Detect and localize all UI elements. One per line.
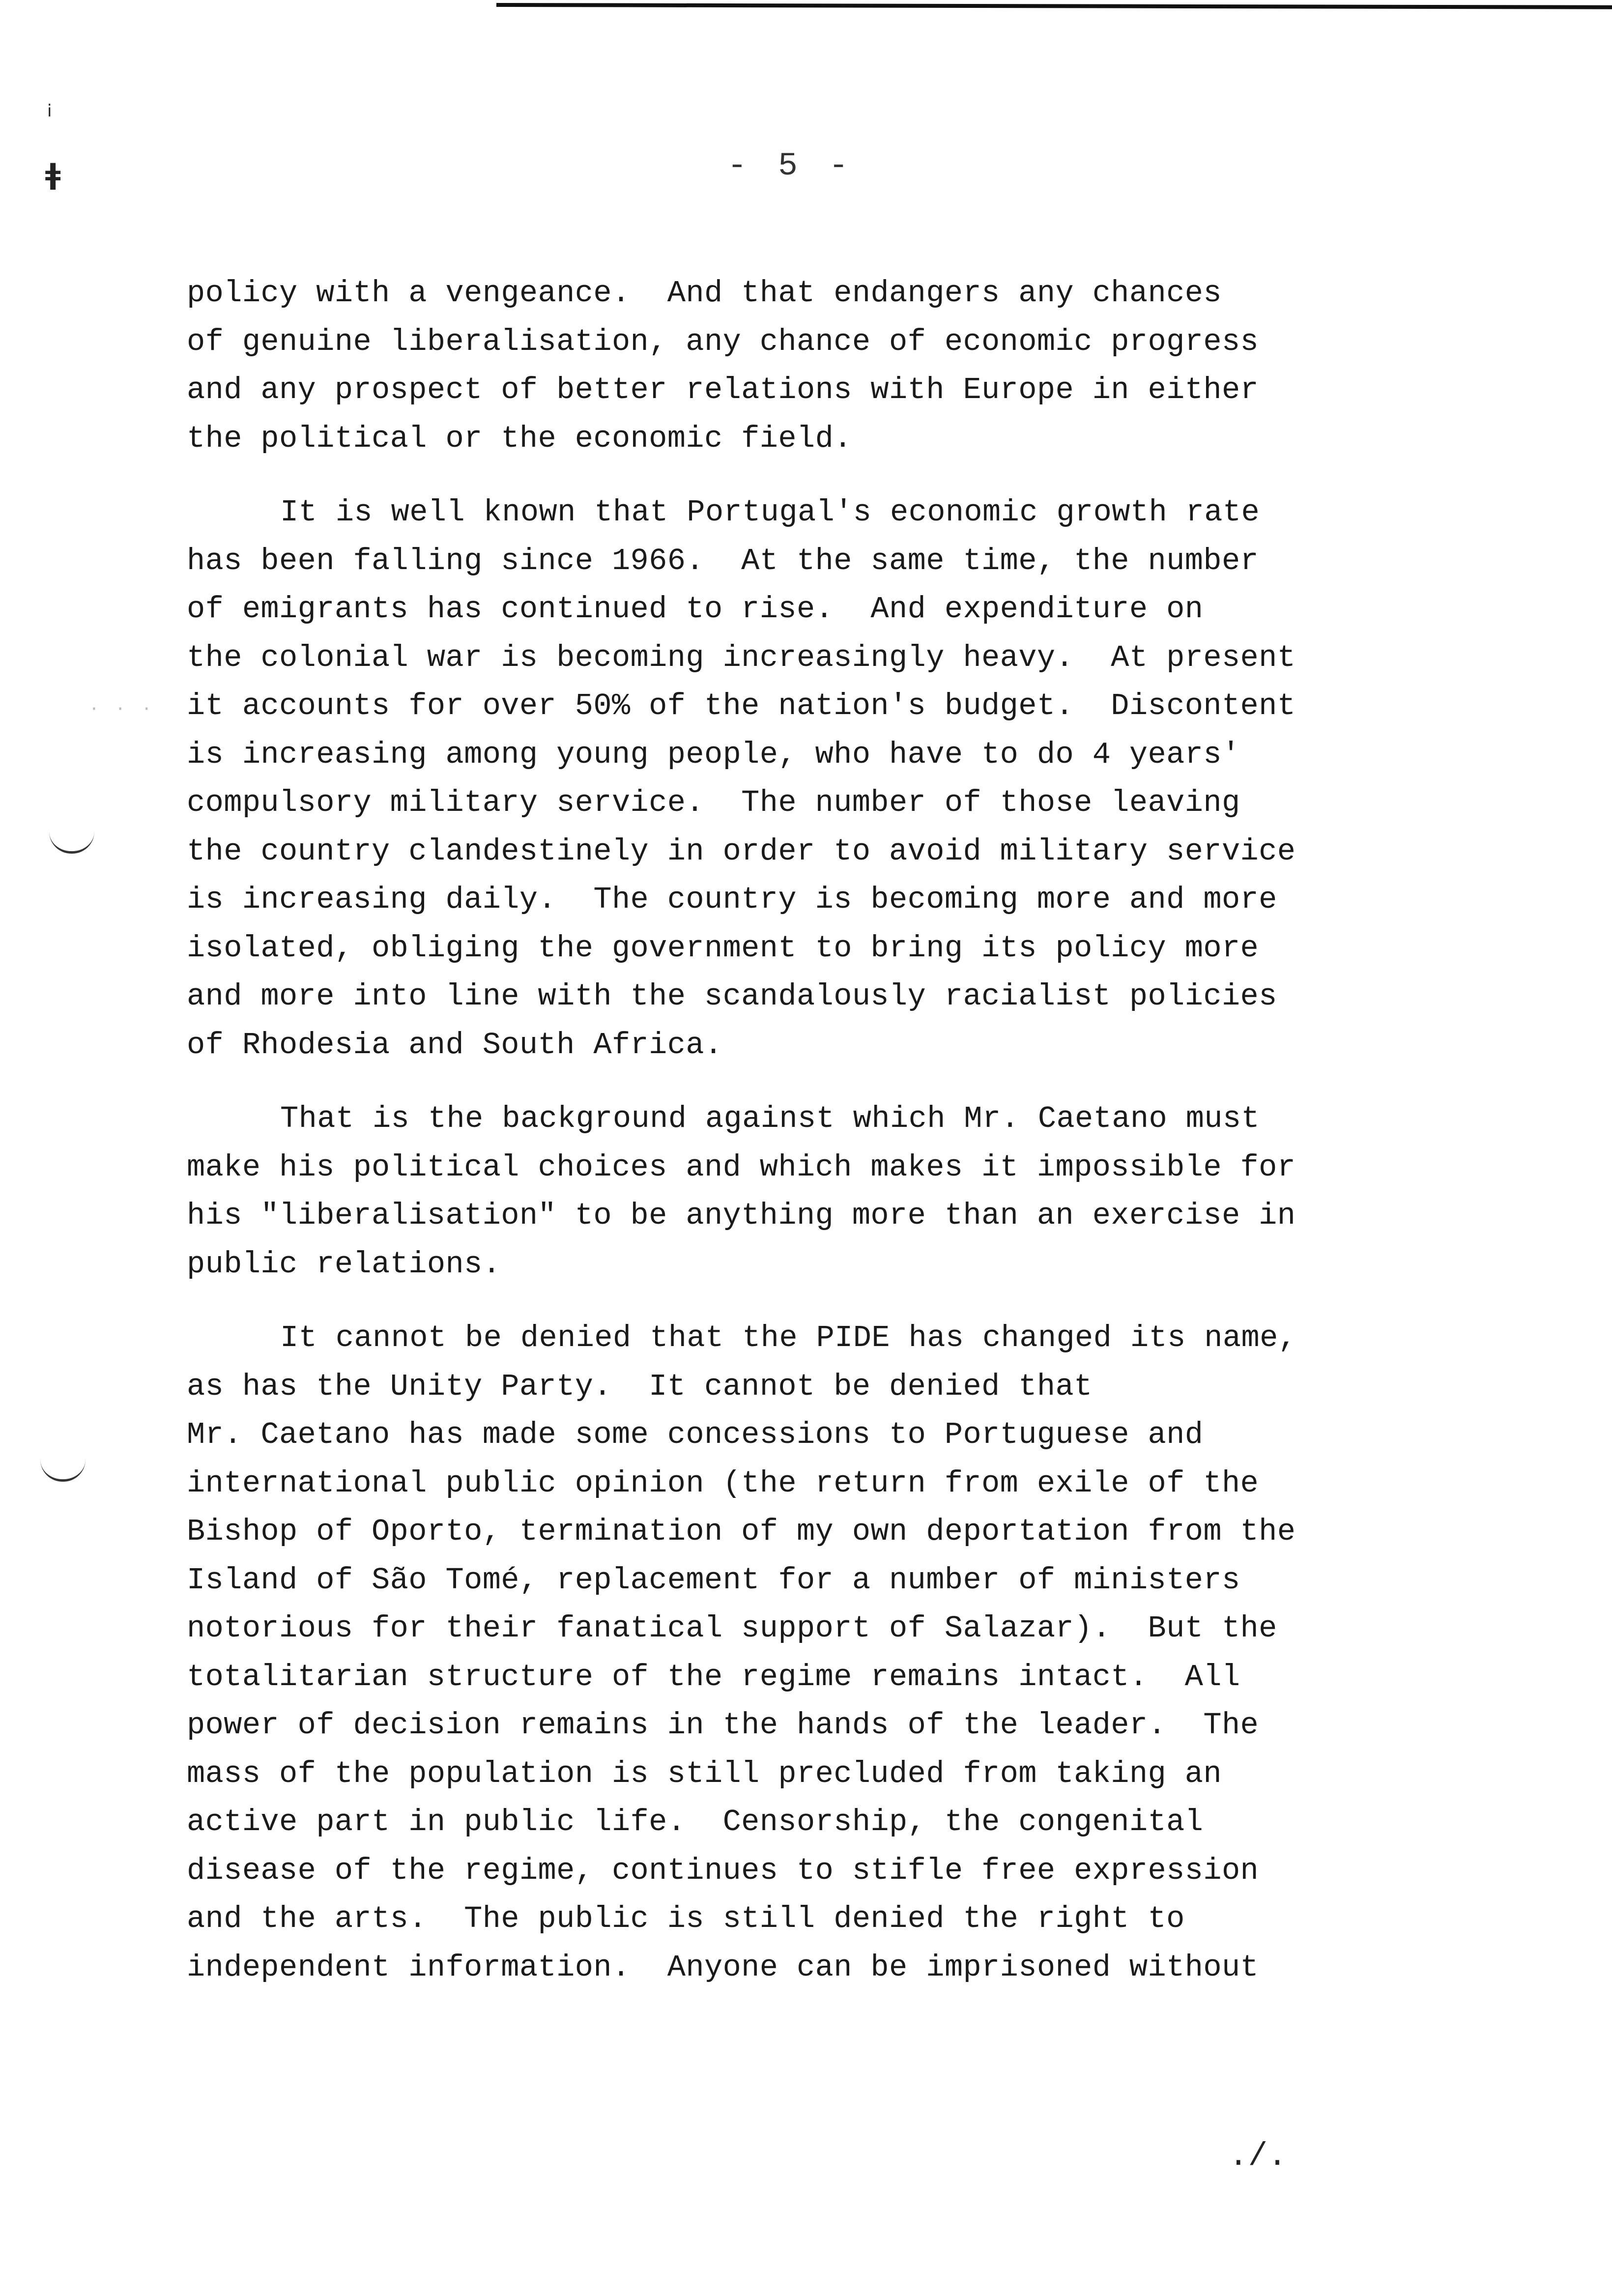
text-line: of Rhodesia and South Africa. [187,1027,723,1062]
margin-specks: · · · [91,698,157,720]
top-border-line [496,3,1612,9]
page-number: - 5 - [727,147,855,184]
margin-punch-mark: ⅰ [47,101,52,121]
binding-hole-mark [40,1460,86,1482]
text-line: notorious for their fanatical support of Salazar). But the [187,1611,1277,1646]
text-line: It is well known that Portugal's economic growth rate [280,495,1260,530]
binding-hole-mark [49,832,94,854]
text-line: his "liberalisation" to be anything more than an exercise in [187,1198,1296,1233]
paragraph-4 [187,1314,1425,1992]
text-line: make his political choices and which makes it impossible for [187,1149,1296,1185]
text-line: Mr. Caetano has made some concessions to Portuguese and [187,1417,1204,1452]
document-body [187,269,1425,2017]
text-line: the country clandestinely in order to avoid military service [187,833,1296,869]
text-line: policy with a vengeance. And that endangers any chances [187,276,1222,311]
text-line: totalitarian structure of the regime remains intact. All [187,1659,1240,1694]
text-line: and any prospect of better relations with Europe in either [187,373,1259,407]
text-line: international public opinion (the return from exile of the [187,1465,1259,1501]
text-line: disease of the regime, continues to stifle free expression [187,1853,1259,1888]
text-line: That is the background against which Mr. Caetano must [280,1101,1260,1136]
text-line: the political or the economic field. [187,421,852,456]
text-line: of emigrants has continued to rise. And expenditure on [187,592,1204,627]
text-line: isolated, obliging the government to bring its policy more [187,930,1259,966]
text-line: active part in public life. Censorship, the congenital [187,1805,1204,1839]
text-line: power of decision remains in the hands of the leader. The [187,1708,1259,1743]
text-line: and more into line with the scandalously racialist policies [187,979,1277,1014]
text-line: is increasing daily. The country is becoming more and more [187,882,1277,917]
text-line: It cannot be denied that the PIDE has changed its name, [280,1320,1297,1355]
text-line: mass of the population is still precluded from taking an [187,1756,1222,1791]
text-line: Island of São Tomé, replacement for a number of ministers [187,1562,1240,1598]
text-line: independent information. Anyone can be imprisoned without [187,1950,1259,1985]
continuation-mark: ./. [1229,2138,1287,2175]
text-line: and the arts. The public is still denied the right to [187,1901,1185,1936]
paragraph-3 [187,1095,1425,1289]
text-line: has been falling since 1966. At the same time, the number [187,543,1259,578]
text-line: it accounts for over 50% of the nation's budget. Discontent [187,689,1296,723]
text-line: as has the Unity Party. It cannot be denied that [187,1369,1093,1404]
text-line: compulsory military service. The number of those leaving [187,785,1240,820]
paragraph-2 [187,488,1425,1069]
margin-punch-mark: ǂ [45,157,61,191]
text-line: public relations. [187,1246,501,1282]
text-line: the colonial war is becoming increasingly heavy. At present [187,640,1296,675]
paragraph-1 [187,269,1425,463]
text-line: Bishop of Oporto, termination of my own deportation from the [187,1514,1296,1549]
text-line: of genuine liberalisation, any chance of economic progress [187,324,1259,359]
text-line: is increasing among young people, who have to do 4 years' [187,737,1240,772]
